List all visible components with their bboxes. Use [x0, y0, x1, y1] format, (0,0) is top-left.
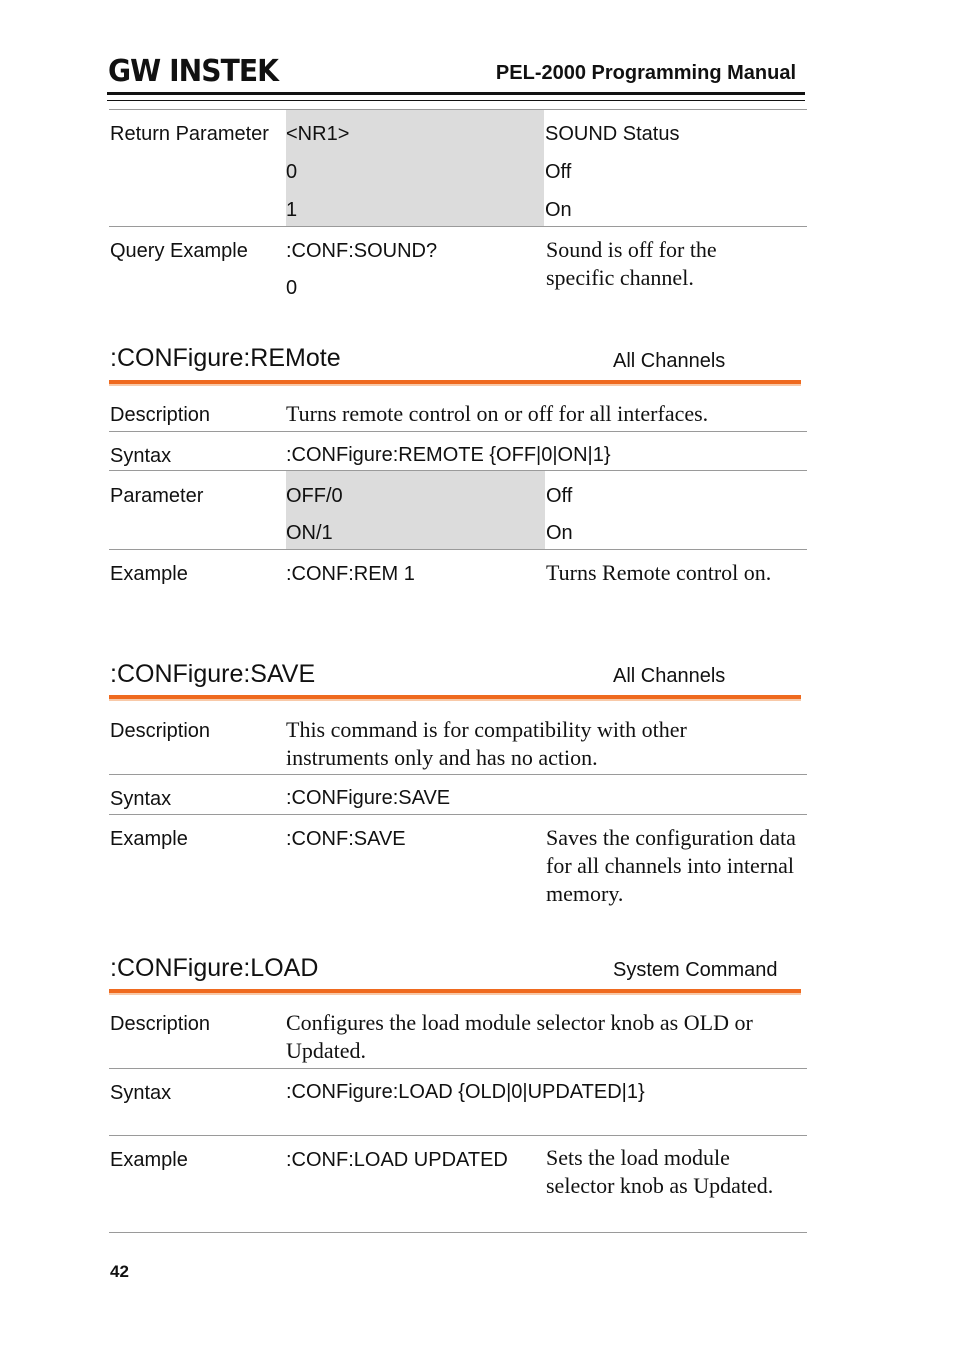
load-example-command: :CONF:LOAD UPDATED [286, 1149, 508, 1171]
remote-example-command: :CONF:REM 1 [286, 563, 415, 585]
save-description: This command is for compatibility with other instruments only and has no action. [286, 717, 687, 770]
remote-parameter-label: Parameter [110, 485, 204, 507]
return-parameter-label: Return Parameter [110, 123, 269, 145]
section-accent-shadow [109, 384, 801, 386]
save-syntax-label: Syntax [110, 788, 172, 810]
save-example-description: Saves the configuration data for all channels into internal memory. [546, 825, 796, 906]
load-example-label: Example [110, 1149, 188, 1171]
table-rule [109, 1135, 807, 1136]
section-scope-save: All Channels [613, 665, 726, 687]
return-desc-off: Off [545, 161, 572, 183]
table-rule [109, 774, 807, 775]
brand-logo [108, 52, 280, 86]
remote-description: Turns remote control on or off for all interfaces. [286, 401, 709, 426]
table-rule [109, 226, 807, 227]
table-rule [109, 1068, 807, 1069]
section-accent-shadow [109, 699, 801, 701]
return-param-0: 0 [286, 161, 298, 183]
table-rule [109, 549, 807, 550]
save-syntax: :CONFigure:SAVE [286, 787, 451, 809]
table-rule [109, 814, 807, 815]
manual-title: PEL-2000 Programming Manual [495, 62, 796, 84]
remote-syntax-label: Syntax [110, 445, 172, 467]
return-param-1: 1 [286, 199, 298, 221]
query-command: :CONF:SOUND? [286, 240, 438, 262]
section-accent-shadow [109, 993, 801, 995]
section-title-save: :CONFigure:SAVE [110, 660, 316, 688]
section-title-remote: :CONFigure:REMote [110, 344, 341, 372]
query-response: 0 [286, 277, 298, 299]
load-example-description: Sets the load module selector knob as Updated. [546, 1145, 774, 1198]
remote-param-off-desc: Off [546, 485, 573, 507]
remote-param-on-desc: On [546, 522, 573, 544]
gw-instek-logo-mark [108, 52, 280, 86]
query-description: Sound is off for the specific channel. [546, 237, 717, 290]
load-syntax-label: Syntax [110, 1082, 172, 1104]
section-scope-remote: All Channels [613, 350, 726, 372]
table-rule [109, 1232, 807, 1233]
query-example-label: Query Example [110, 240, 248, 262]
page-number: 42 [110, 1262, 129, 1281]
section-scope-load: System Command [613, 959, 778, 981]
header-rule-thick [107, 92, 805, 95]
load-syntax: :CONFigure:LOAD {OLD|0|UPDATED|1} [286, 1081, 645, 1103]
save-example-command: :CONF:SAVE [286, 828, 406, 850]
remote-example-label: Example [110, 563, 188, 585]
remote-description-label: Description [110, 404, 211, 426]
load-description: Configures the load module selector knob as OLD or Updated. [286, 1010, 753, 1063]
section-title-load: :CONFigure:LOAD [110, 954, 319, 982]
remote-param-on: ON/1 [286, 522, 333, 544]
return-param-nr1: <NR1> [286, 123, 350, 145]
save-description-label: Description [110, 720, 211, 742]
svg-text:GW INSTEK: GW INSTEK [108, 54, 280, 86]
remote-param-off: OFF/0 [286, 485, 343, 507]
return-desc-sound-status: SOUND Status [545, 123, 680, 145]
remote-example-description: Turns Remote control on. [546, 560, 772, 585]
save-example-label: Example [110, 828, 188, 850]
header-rule-thin [107, 100, 805, 101]
remote-syntax: :CONFigure:REMOTE {OFF|0|ON|1} [286, 444, 611, 466]
table-rule [109, 431, 807, 432]
return-desc-on: On [545, 199, 572, 221]
load-description-label: Description [110, 1013, 211, 1035]
